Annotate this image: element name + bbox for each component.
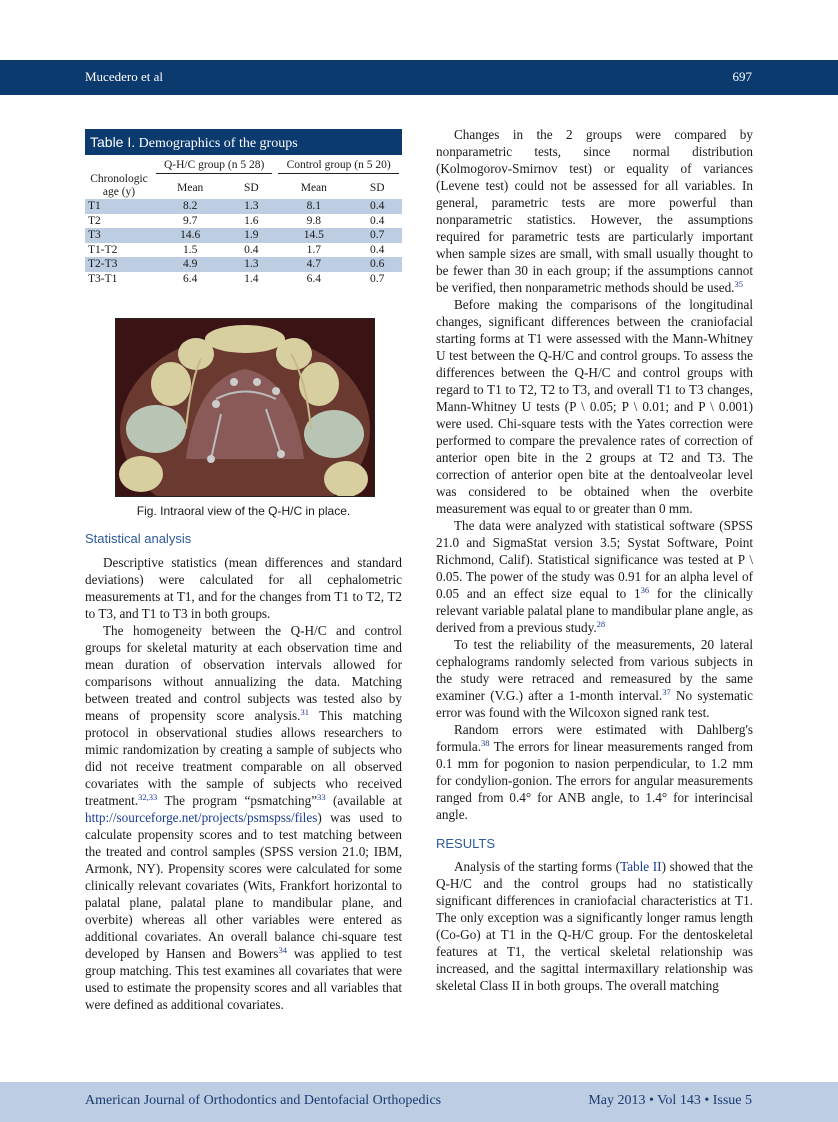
col-mean: Mean — [177, 181, 204, 194]
col-mean: Mean — [300, 181, 327, 194]
table-cell: 8.1 — [275, 199, 352, 214]
col-sd: SD — [243, 181, 259, 194]
issue-info: May 2013 • Vol 143 • Issue 5 — [588, 1093, 752, 1108]
table-row — [85, 272, 402, 287]
table-cell: 1.6 — [244, 214, 259, 227]
table-cell: 1.7 — [306, 243, 321, 256]
row-label: T3 — [85, 228, 153, 243]
table-ii-link[interactable]: Table II — [620, 859, 662, 874]
table-cell: 1.4 — [244, 272, 259, 285]
row-label: T1 — [85, 199, 153, 214]
journal-name: American Journal of Orthodontics and Dentofacial Orthopedics — [85, 1093, 442, 1108]
sourceforge-link[interactable]: http://sourceforge.net/projects/psmspss/files — [85, 810, 318, 825]
table-cell: 8.2 — [153, 199, 227, 214]
table-cell: 9.8 — [306, 214, 321, 227]
row-label: T1-T2 — [88, 243, 118, 256]
row-label: T2-T3 — [85, 257, 153, 272]
table-cell: 6.4 — [306, 272, 321, 285]
left-column — [85, 530, 402, 1013]
right-column — [436, 126, 753, 994]
citation[interactable]: 33 — [317, 792, 326, 802]
paragraph: The homogeneity between the Q-H/C and control groups for skeletal maturity at each observation time and mean duration of observation intervals allowed for comparisons without annualizing the data. Matching between treated and control subjects was tested also by means of propensity score analysis.$^{31}$ This matching protocol in observational studies allows researchers to mimic randomization by creating a sample of subjects who did not receive treatment comparable on all observed covariates with the sample of subjects who received treatment.$^{32,33}$ The program “psmatching”$^{33}$ (available at http://sourceforge.net/projects/psmspss/files) was used to calculate propensity scores and to test matching between the treated and control samples (SPSS version 21.0; IBM, Armonk, NY). Propensity scores were calculated for some clinically relevant covariates (Wits, Frankfort horizontal to palatal plane, palatal plane to mandibular plane, and overbite) whereas all other variables were entered as additional covariates. An overall balance chi-square test developed by Hansen and Bowers$^{34}$ was applied to test group matching. This test examines all covariates that were used to estimate the propensity scores and all variables that were defined as additional covariates. — [85, 623, 402, 1012]
group2-header: Control group (n 5 20) — [275, 155, 402, 177]
citation[interactable]: 34 — [278, 945, 287, 955]
table-cell: 0.6 — [352, 257, 402, 272]
citation[interactable]: 36 — [640, 585, 650, 595]
table-cell: 14.6 — [153, 228, 227, 243]
paragraph: Before making the comparisons of the longitudinal changes, significant differences between the craniofacial starting forms at T1 were assessed with the Mann-Whitney U test between the Q-H/C and control groups. To assess the differences between the Q-H/C and control groups with regard to T1 to T2, T2 to T3, and overall T1 to T3 changes, Mann-Whitney U tests (P \ 0.05; P \ 0.01; and P \ 0.001) were used. Chi-square tests with the Yates correction were performed to compare the prevalence rates of correction of anterior open bite in the 2 groups at T2 and T3. The correction of anterior open bite at the dentoalveolar level was considered to be obtained when the overbite measurement was equal to or greater than 0 mm. — [436, 297, 753, 516]
section-heading-statistical-analysis: Statistical analysis — [85, 531, 192, 546]
table-row — [85, 199, 402, 214]
col-sd: SD — [369, 181, 385, 194]
paragraph: To test the reliability of the measurements, 20 lateral cephalograms randomly selected from various subjects in the study were retraced and remeasured by the same examiner (V.G.) after a 1-month interval.$^{37}$ No systematic error was found with the Wilcoxon signed rank test. — [436, 637, 753, 720]
citation[interactable]: 28 — [596, 619, 606, 629]
table-cell: 1.9 — [227, 228, 275, 243]
table-cell: 0.7 — [369, 272, 385, 285]
table-cell: 4.7 — [275, 257, 352, 272]
table-cell: 14.5 — [275, 228, 352, 243]
header-page-number: 697 — [732, 69, 752, 84]
table-cell: 1.3 — [227, 199, 275, 214]
table-cell: 1.5 — [183, 243, 198, 256]
intraoral-photo — [115, 318, 375, 497]
table-cell: 1.3 — [227, 257, 275, 272]
table-title: Table I. Demographics of the groups — [85, 129, 402, 155]
table-cell: 0.4 — [369, 243, 385, 256]
table-cell: 0.7 — [352, 228, 402, 243]
figure-caption: Fig. Intraoral view of the Q-H/C in place. — [136, 504, 351, 518]
citation[interactable]: 31 — [300, 707, 309, 717]
table-row — [85, 214, 402, 229]
header-authors: Mucedero et al — [85, 69, 163, 84]
table-cell: 6.4 — [183, 272, 198, 285]
row-header: Chronologic age (y) — [90, 173, 148, 198]
paragraph: Analysis of the starting forms (Table II) showed that the Q-H/C and the control groups had no statistically significant differences in craniofacial characteristics at T1. The only exception was a significantly longer ramus length (Co-Go) at T1 in the Q-H/C group. For the dentoskeletal features at T1, the vertical skeletal relationship was increased, and the sagittal intermaxillary relationship was skeletal Class II in both groups. The overall matching — [436, 859, 753, 993]
citation[interactable]: 35 — [734, 279, 743, 289]
table-cell: 0.4 — [352, 199, 402, 214]
row-label: T2 — [88, 214, 101, 227]
running-footer — [0, 1082, 838, 1122]
paragraph: Random errors were estimated with Dahlberg's formula.$^{38}$ The errors for linear measurements ranged from 0.1 mm for pogonion to nasion perpendicular, to 1.2 mm for condylion-gonion. The errors for angular measurements ranged from 0.4° for ANB angle, to 1.4° for interincisal angle. — [436, 722, 753, 822]
table-row — [85, 257, 402, 272]
table-cell: 0.4 — [369, 214, 385, 227]
table-row — [85, 228, 402, 243]
table-cell: 4.9 — [153, 257, 227, 272]
row-label: T3-T1 — [88, 272, 118, 285]
citation[interactable]: 38 — [481, 738, 490, 748]
table-row — [85, 243, 402, 258]
paragraph: Descriptive statistics (mean differences and standard deviations) were calculated for all cephalometric measurements at T1, and for the changes from T1 to T2, T2 to T3, and T1 to T3 in both groups. — [85, 555, 402, 621]
demographics-table — [85, 129, 402, 286]
table-cell: 9.7 — [183, 214, 198, 227]
citation[interactable]: 37 — [662, 687, 671, 697]
paragraph: Changes in the 2 groups were compared by nonparametric tests, since normal distribution (Kolmogorov-Smirnov test) or equality of variances (Levene test) could not be assessed for all variables. In general, parametric tests are more powerful than nonparametric statistics. However, the assumptions required for parametric tests are particularly important when sample sizes are small, with small usually thought to be fewer than 30 in each group; if the assumptions cannot be verified, then nonparametric methods should be used.$^{35}$ — [436, 127, 753, 295]
group1-header: Q-H/C group (n 5 28) — [153, 155, 275, 177]
running-header — [0, 60, 838, 95]
citation[interactable]: 32,33 — [138, 792, 158, 802]
table-cell: 0.4 — [244, 243, 259, 256]
section-heading-results: RESULTS — [436, 836, 495, 851]
paragraph: The data were analyzed with statistical software (SPSS 21.0 and SigmaStat version 3.5; Systat Software, Point Richmond, Calif). Statistical significance was tested at P \ 0.05. The power of the study was 0.91 for an alpha level of 0.05 and an effect size equal to $1^{36}$ for the clinically relevant variable palatal plane to mandibular plane angle, as derived from a previous study.$^{28}$ — [436, 518, 754, 635]
